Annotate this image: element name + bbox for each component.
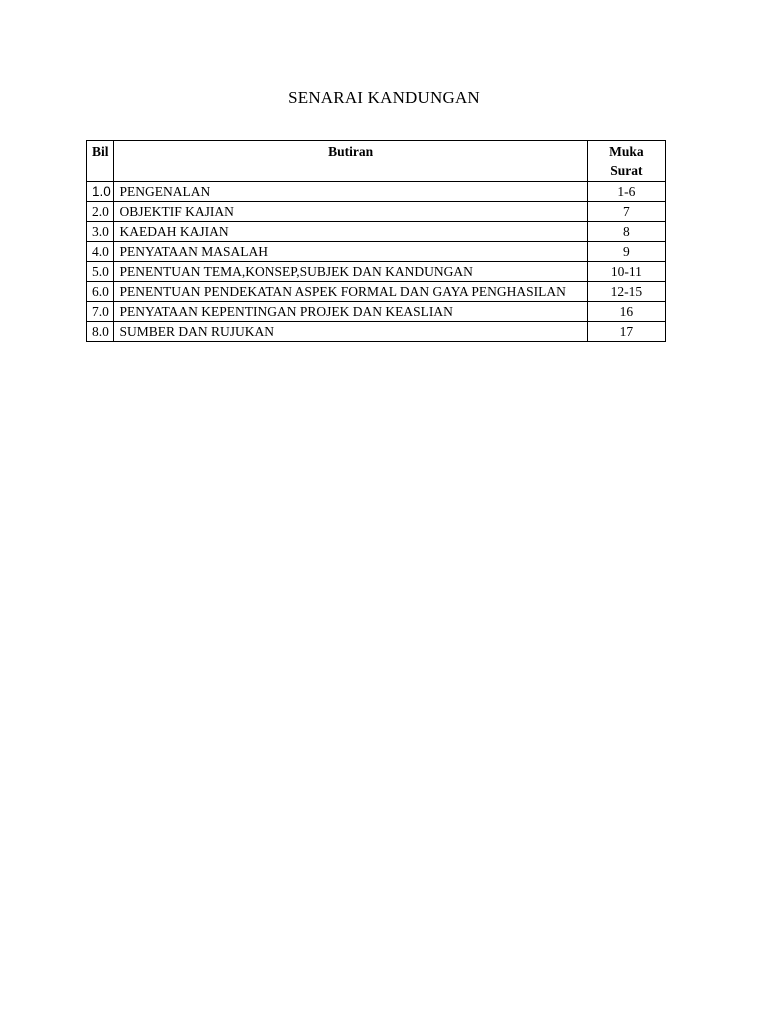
table-row: [87, 302, 666, 322]
row-butiran: SUMBER DAN RUJUKAN: [114, 322, 587, 342]
row-bil: 4.0: [87, 242, 114, 262]
row-muka: 16: [587, 302, 665, 322]
table-row: [87, 242, 666, 262]
contents-table: [86, 140, 666, 342]
header-muka-line2: Surat: [610, 163, 643, 178]
row-butiran: OBJEKTIF KAJIAN: [114, 202, 587, 222]
table-row: [87, 222, 666, 242]
row-butiran: KAEDAH KAJIAN: [114, 222, 587, 242]
row-butiran: PENENTUAN TEMA,KONSEP,SUBJEK DAN KANDUNGAN: [114, 262, 587, 282]
page-title: SENARAI KANDUNGAN: [288, 88, 480, 107]
row-muka: 17: [587, 322, 665, 342]
table-header-row: [87, 141, 666, 182]
header-muka-surat: [587, 141, 665, 182]
row-muka: 1-6: [587, 182, 665, 202]
header-muka-line1: Muka: [609, 144, 644, 159]
row-butiran: PENENTUAN PENDEKATAN ASPEK FORMAL DAN GAYA PENGHASILAN: [114, 282, 587, 302]
row-bil: 2.0: [87, 202, 114, 222]
row-butiran: PENGENALAN: [114, 182, 587, 202]
row-muka: 9: [587, 242, 665, 262]
table-row: [87, 182, 666, 202]
row-butiran: PENYATAAN KEPENTINGAN PROJEK DAN KEASLIAN: [114, 302, 587, 322]
table-row: [87, 262, 666, 282]
row-bil: 6.0: [87, 282, 114, 302]
table-row: [87, 202, 666, 222]
header-bil: Bil: [87, 141, 114, 182]
row-muka: 10-11: [587, 262, 665, 282]
row-muka: 12-15: [587, 282, 665, 302]
row-bil: 1.0: [87, 182, 114, 202]
row-muka: 7: [587, 202, 665, 222]
row-bil: 3.0: [87, 222, 114, 242]
table-row: [87, 282, 666, 302]
row-bil: 7.0: [87, 302, 114, 322]
row-butiran: PENYATAAN MASALAH: [114, 242, 587, 262]
row-muka: 8: [587, 222, 665, 242]
row-bil: 8.0: [87, 322, 114, 342]
header-butiran: Butiran: [114, 141, 587, 182]
table-row: [87, 322, 666, 342]
row-bil: 5.0: [87, 262, 114, 282]
